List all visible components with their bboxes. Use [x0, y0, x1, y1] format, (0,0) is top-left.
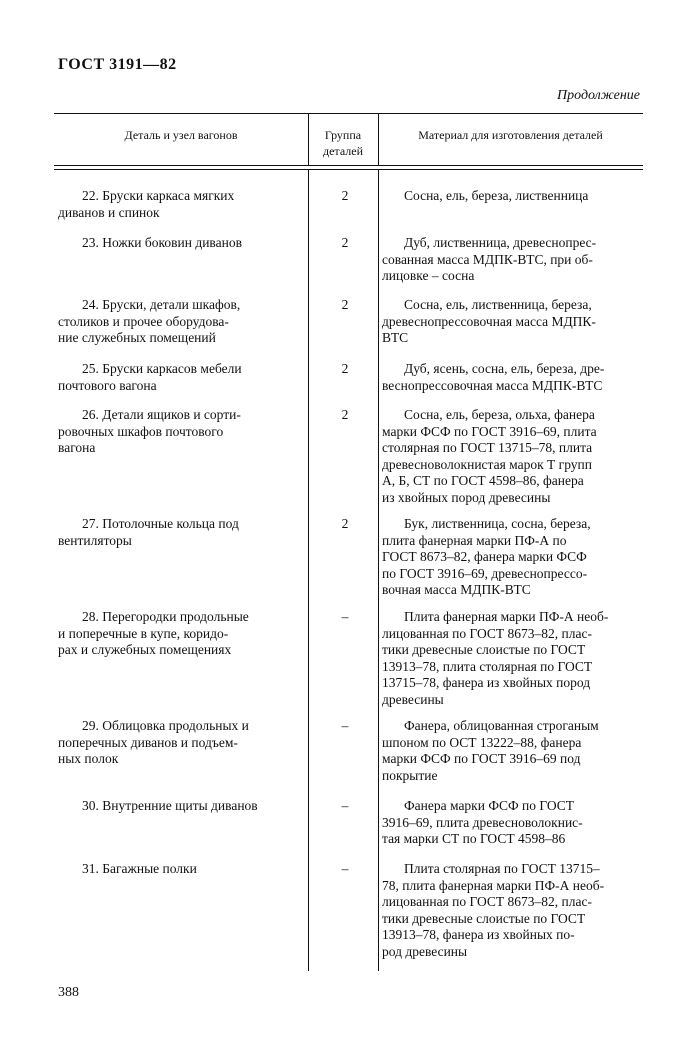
body-divider-2	[378, 169, 379, 971]
header-rule-1	[54, 165, 643, 166]
row-group: –	[341, 718, 349, 733]
column-header-material: Материал для изготовления деталей	[418, 128, 603, 142]
row-group: 2	[341, 235, 349, 250]
row-material-line: Плита столярная по ГОСТ 13715–	[404, 861, 600, 876]
row-material	[382, 361, 642, 394]
row-group: 2	[341, 516, 349, 531]
row-material	[382, 718, 642, 784]
row-material-line: лицованная по ГОСТ 8673–82, плас-	[382, 894, 592, 909]
row-material-line: тая марки СТ по ГОСТ 4598–86	[382, 831, 566, 846]
row-material-line: по ГОСТ 3916–69, древеснопрессо-	[382, 565, 588, 581]
row-material-line: Фанера марки ФСФ по ГОСТ	[404, 798, 575, 813]
row-material-line: ГОСТ 8673–82, фанера марки ФСФ	[382, 549, 587, 564]
row-detail	[58, 361, 304, 394]
row-material-line: Сосна, ель, береза, лиственница	[404, 188, 589, 203]
row-detail-line: поперечных диванов и подъем-	[58, 734, 238, 750]
row-material-line: род древесины	[382, 943, 468, 959]
row-material	[382, 297, 642, 347]
row-material-line: древесноволокнистая марок Т групп	[382, 456, 592, 472]
row-detail-line: рах и служебных помещениях	[58, 642, 232, 657]
row-material-line: плита фанерная марки ПФ-А по	[382, 532, 567, 548]
row-material-line: древеснопрессовочная масса МДПК-	[382, 313, 596, 329]
row-detail	[58, 188, 304, 221]
row-detail-line: вентиляторы	[58, 532, 132, 548]
continuation-label: Продолжение	[557, 88, 640, 103]
row-material-line: 13913–78, фанера из хвойных по-	[382, 927, 575, 942]
row-material-line: ВТС	[382, 330, 409, 345]
row-material	[382, 188, 642, 205]
row-group: 2	[341, 407, 349, 422]
row-detail-line: 22. Бруски каркаса мягких	[82, 188, 235, 203]
row-material	[382, 235, 642, 285]
row-material-line: А, Б, СТ по ГОСТ 4598–86, фанера	[382, 473, 584, 488]
row-material-line: Дуб, лиственница, древеснопрес-	[404, 235, 597, 250]
row-material-line: из хвойных пород древесины	[382, 489, 551, 505]
row-material-line: 13715–78, фанера из хвойных пород	[382, 675, 591, 690]
row-group: –	[341, 798, 349, 813]
row-detail-line: ных полок	[58, 751, 119, 766]
materials-table	[54, 113, 643, 971]
row-detail	[58, 407, 304, 457]
row-material-line: Дуб, ясень, сосна, ель, береза, дре-	[404, 361, 605, 376]
document-code: ГОСТ 3191—82	[58, 56, 177, 73]
row-material-line: шпоном по ОСТ 13222–88, фанера	[382, 734, 582, 750]
row-material-line: Сосна, ель, береза, ольха, фанера	[404, 407, 595, 422]
row-material-line: Сосна, ель, лиственница, береза,	[404, 297, 592, 312]
row-group: 2	[341, 297, 349, 312]
row-detail-line: диванов и спинок	[58, 204, 160, 220]
row-detail-line: 24. Бруски, детали шкафов,	[82, 297, 241, 312]
row-detail-line: столиков и прочее оборудова-	[58, 313, 229, 329]
row-detail-line: почтового вагона	[58, 377, 157, 393]
column-header-group-line1: Группа	[324, 128, 362, 142]
row-group: –	[341, 609, 349, 624]
row-material-line: Плита фанерная марки ПФ-А необ-	[404, 609, 609, 624]
row-detail-line: 30. Внутренние щиты диванов	[82, 798, 258, 813]
row-detail-line: 23. Ножки боковин диванов	[82, 235, 242, 250]
row-material-line: сованная масса МДПК-ВТС, при об-	[382, 251, 593, 267]
row-material	[382, 861, 642, 960]
row-material-line: Фанера, облицованная строганым	[404, 718, 599, 733]
row-material-line: 13913–78, плита столярная по ГОСТ	[382, 658, 593, 674]
row-material-line: марки ФСФ по ГОСТ 3916–69, плита	[382, 423, 597, 439]
row-material-line: 3916–69, плита древесноволокнис-	[382, 814, 583, 830]
row-detail-line: 26. Детали ящиков и сорти-	[82, 407, 241, 422]
row-detail-line: 27. Потолочные кольца под	[82, 516, 239, 531]
row-detail	[58, 861, 304, 878]
row-detail-line: 29. Облицовка продольных и	[82, 718, 249, 733]
row-group: –	[341, 861, 349, 876]
column-header-group	[308, 127, 378, 159]
row-detail-line: 31. Багажные полки	[82, 861, 197, 876]
row-detail	[58, 718, 304, 768]
row-material-line: столярная по ГОСТ 13715–78, плита	[382, 440, 593, 455]
row-material-line: лицовке – сосна	[382, 268, 475, 283]
row-material	[382, 407, 642, 506]
row-detail-line: и поперечные в купе, коридо-	[58, 625, 229, 641]
column-header-group-line2: деталей	[323, 144, 363, 158]
row-material-line: лицованная по ГОСТ 8673–82, плас-	[382, 625, 592, 641]
row-material-line: веснопрессовочная масса МДПК-ВТС	[382, 377, 603, 393]
row-material	[382, 609, 642, 708]
row-detail-line: 28. Перегородки продольные	[82, 609, 249, 624]
row-material-line: Бук, лиственница, сосна, береза,	[404, 516, 591, 531]
row-material-line: тики древесные слоистые по ГОСТ	[382, 642, 586, 657]
row-detail	[58, 609, 304, 659]
table-top-rule	[54, 113, 643, 114]
row-group: 2	[341, 188, 349, 203]
row-detail	[58, 235, 304, 252]
page-number: 388	[58, 985, 79, 1000]
row-material-line: вочная масса МДПК-ВТС	[382, 582, 531, 597]
row-material-line: 78, плита фанерная марки ПФ-А необ-	[382, 877, 605, 893]
row-detail	[58, 798, 304, 815]
row-detail	[58, 297, 304, 347]
row-material-line: тики древесные слоистые по ГОСТ	[382, 910, 586, 926]
body-divider-1	[308, 169, 309, 971]
row-material-line: древесины	[382, 691, 444, 707]
column-header-detail: Деталь и узел вагонов	[124, 128, 238, 142]
row-material-line: покрытие	[382, 767, 438, 783]
row-detail-line: ние служебных помещений	[58, 330, 216, 345]
row-detail-line: вагона	[58, 440, 96, 455]
row-material-line: марки ФСФ по ГОСТ 3916–69 под	[382, 751, 581, 766]
row-group: 2	[341, 361, 349, 376]
row-detail	[58, 516, 304, 549]
row-material	[382, 798, 642, 848]
row-material	[382, 516, 642, 599]
row-detail-line: ровочных шкафов почтового	[58, 423, 224, 439]
row-detail-line: 25. Бруски каркасов мебели	[82, 361, 242, 376]
header-rule-2	[54, 169, 643, 170]
